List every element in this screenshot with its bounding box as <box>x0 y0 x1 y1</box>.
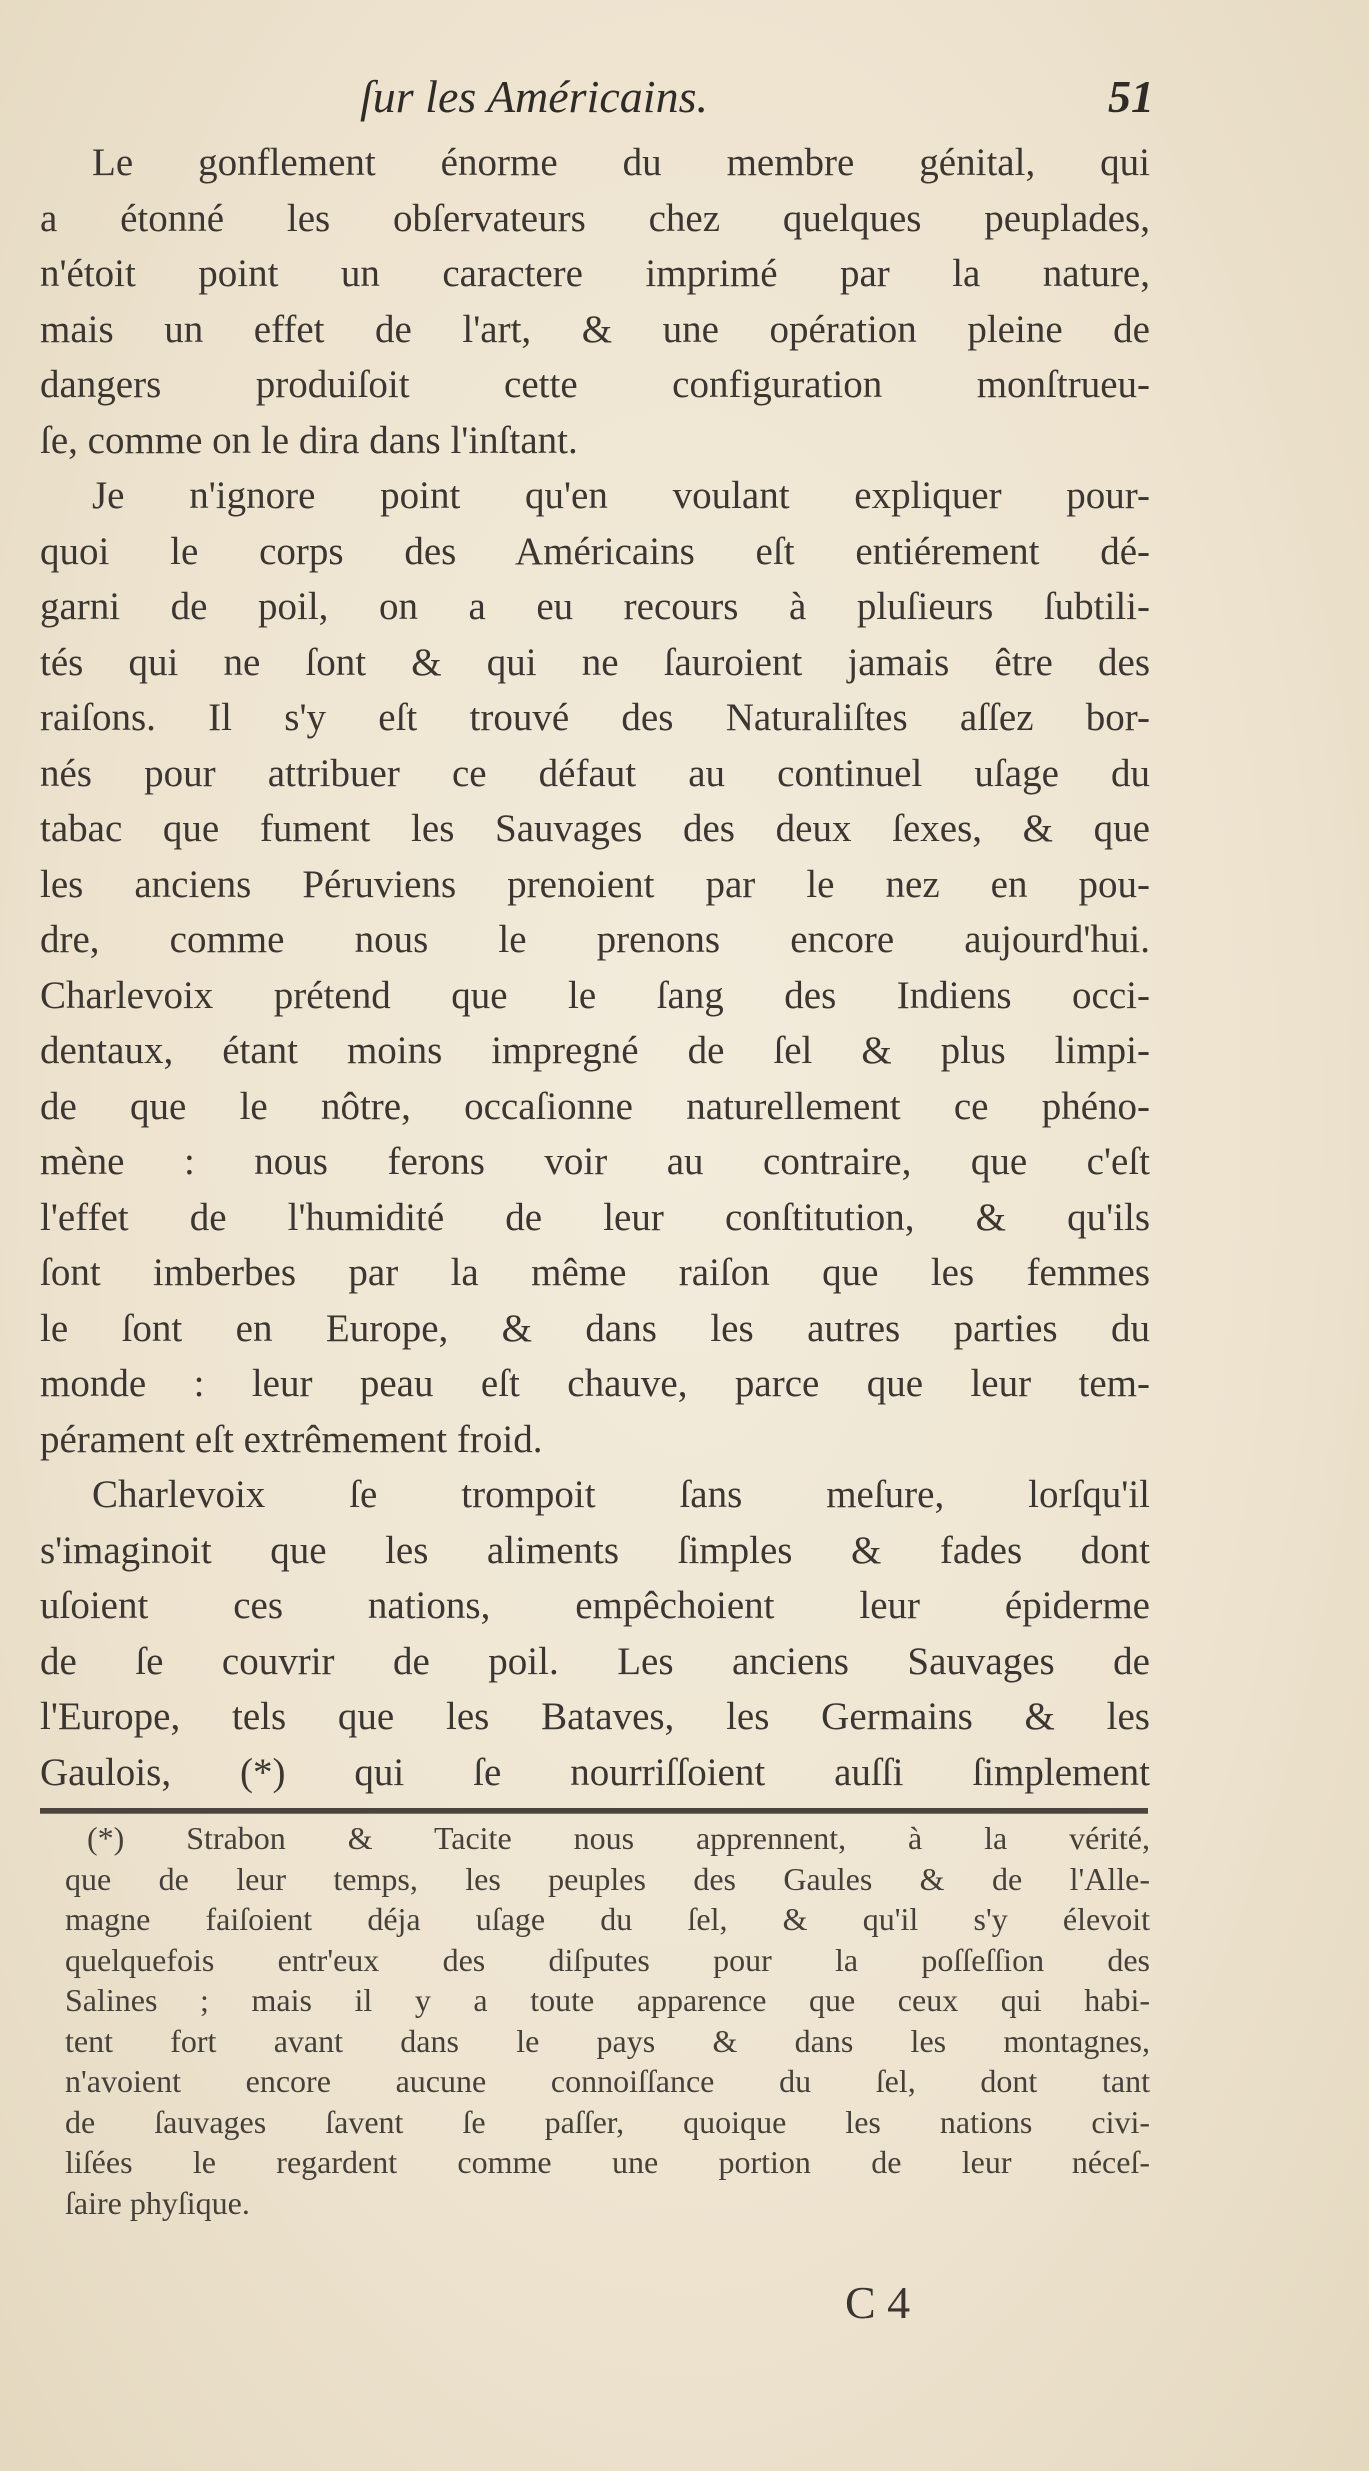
text-line: Charlevoix prétend que le ſang des Indiens occi- <box>40 973 1150 1017</box>
footnote-rule <box>40 1808 1148 1814</box>
text-line: a étonné les obſervateurs chez quelques peuplades, <box>40 196 1150 240</box>
page-number: 51 <box>1108 71 1154 122</box>
text-line: Le gonflement énorme du membre génital, qui <box>92 141 1150 184</box>
text-line: ſe, comme on le dira dans l'inſtant. <box>40 418 578 462</box>
footnote-line: n'avoient encore aucune connoiſſance du ſel, dont tant <box>65 2063 1150 2099</box>
footnote-line: liſées le regardent comme une portion de leur néceſ- <box>65 2144 1150 2180</box>
text-line: l'effet de l'humidité de leur conſtitution, & qu'ils <box>40 1195 1150 1239</box>
footnote-line: (*) Strabon & Tacite nous apprennent, à la vérité, <box>87 1820 1150 1856</box>
footnote-line: Salines ; mais il y a toute apparence que ceux qui habi- <box>65 1982 1150 2018</box>
text-line: quoi le corps des Américains eſt entiérement dé- <box>40 529 1150 573</box>
text-line: de que le nôtre, occaſionne naturellement ce phéno- <box>40 1084 1150 1128</box>
text-line: l'Europe, tels que les Bataves, les Germains & les <box>40 1695 1150 1738</box>
text-line: de ſe couvrir de poil. Les anciens Sauvages de <box>40 1639 1150 1683</box>
text-line: monde : leur peau eſt chauve, parce que leur tem- <box>40 1362 1150 1405</box>
text-line: ſont imberbes par la même raiſon que les femmes <box>40 1251 1150 1294</box>
text-line: Je n'ignore point qu'en voulant expliquer pour- <box>92 474 1150 517</box>
text-line: tabac que fument les Sauvages des deux ſexes, & que <box>40 807 1150 850</box>
signature-mark: C 4 <box>845 2277 911 2328</box>
main-text <box>40 135 1150 1800</box>
text-line: raiſons. Il s'y eſt trouvé des Naturaliſtes aſſez bor- <box>40 696 1150 739</box>
footnote-line: magne faiſoient déja uſage du ſel, & qu'il s'y élevoit <box>65 1901 1150 1937</box>
text-line: dentaux, étant moins impregné de ſel & plus limpi- <box>40 1029 1150 1072</box>
text-line: n'étoit point un caractere imprimé par la nature, <box>40 252 1150 295</box>
running-title: ſur les Américains. <box>360 71 708 122</box>
footnote <box>65 1818 1150 2223</box>
text-line: mais un effet de l'art, & une opération pleine de <box>40 307 1150 351</box>
text-line: s'imaginoit que les aliments ſimples & fades dont <box>40 1528 1150 1572</box>
text-line: garni de poil, on a eu recours à pluſieurs ſubtili- <box>40 585 1150 628</box>
text-line: dre, comme nous le prenons encore aujourd'hui. <box>40 918 1150 961</box>
text-line: mène : nous ferons voir au contraire, que c'eſt <box>40 1140 1150 1183</box>
text-line: pérament eſt extrêmement froid. <box>40 1417 543 1461</box>
text-line: dangers produiſoit cette configuration monſtrueu- <box>40 363 1150 406</box>
footnote-line: ſaire phyſique. <box>65 2184 250 2221</box>
text-line: tés qui ne ſont & qui ne ſauroient jamais être des <box>40 640 1150 684</box>
text-line: nés pour attribuer ce défaut au continuel uſage du <box>40 751 1150 795</box>
footnote-line: de ſauvages ſavent ſe paſſer, quoique les nations civi- <box>65 2103 1150 2140</box>
text-line: le ſont en Europe, & dans les autres parties du <box>40 1306 1150 1350</box>
text-line: uſoient ces nations, empêchoient leur épiderme <box>40 1584 1150 1627</box>
text-line: les anciens Péruviens prenoient par le nez en pou- <box>40 862 1150 906</box>
footnote-line: que de leur temps, les peuples des Gaules & de l'Alle- <box>65 1860 1150 1897</box>
text-line: Charlevoix ſe trompoit ſans meſure, lorſqu'il <box>92 1473 1150 1516</box>
text-line: Gaulois, (*) qui ſe nourriſſoient auſſi ſimplement <box>40 1750 1150 1794</box>
footnote-line: quelquefois entr'eux des diſputes pour la poſſeſſion des <box>65 1941 1150 1978</box>
footnote-line: tent fort avant dans le pays & dans les montagnes, <box>65 2022 1150 2059</box>
